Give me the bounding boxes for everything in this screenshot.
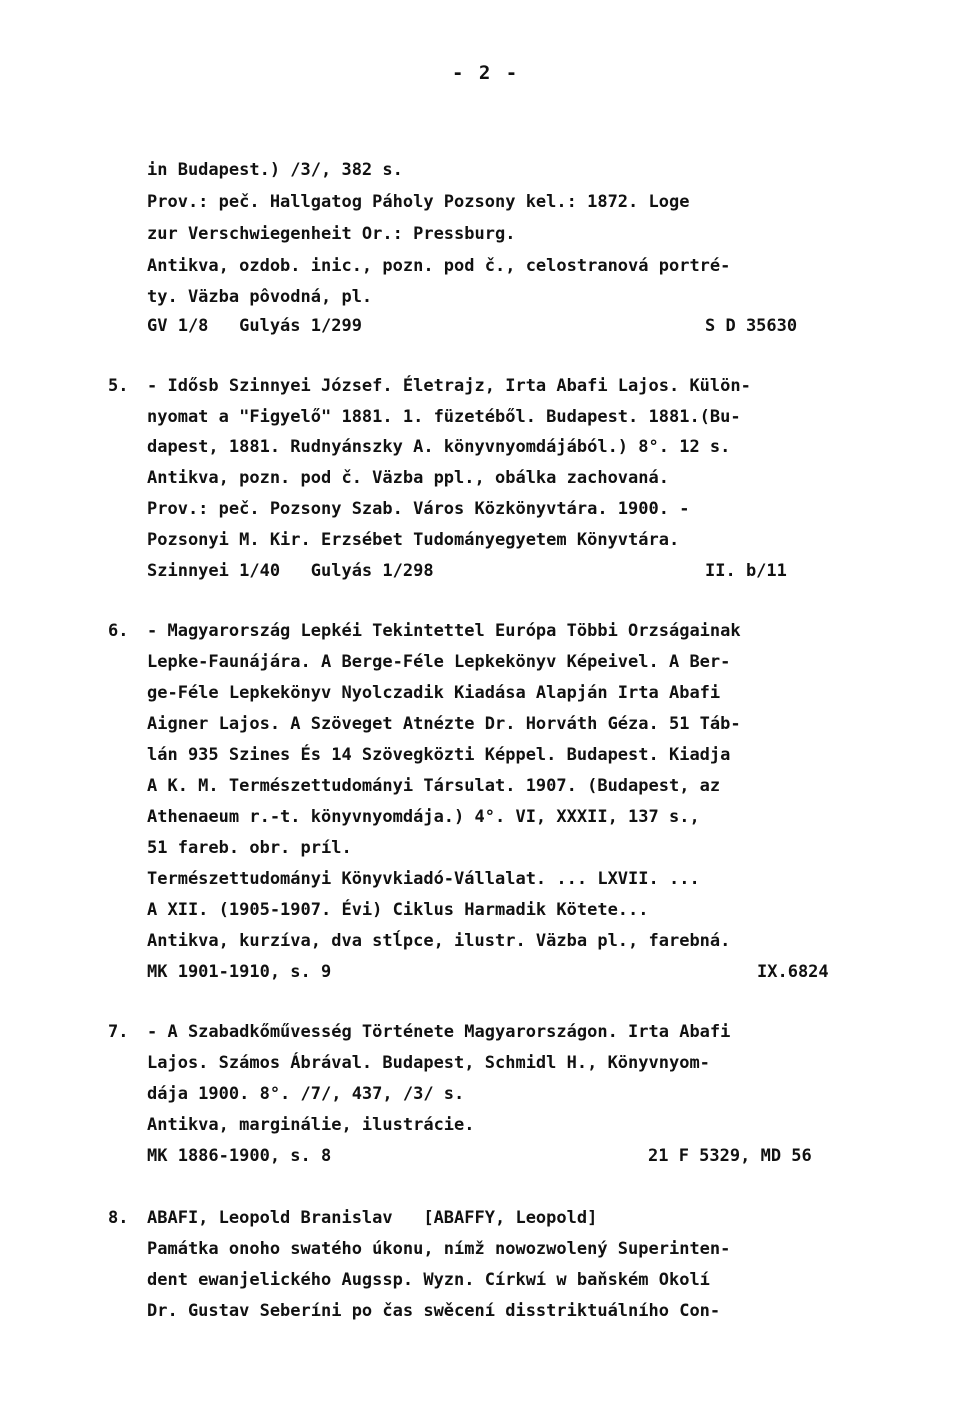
entry-line: Lepke-Faunájára. A Berge-Féle Lepkekönyv Képeivel. A Ber- [147, 652, 731, 672]
entry-number: 8. [108, 1208, 129, 1228]
reference-left: MK 1886-1900, s. 8 [147, 1146, 332, 1166]
entry-line: Pozsonyi M. Kir. Erzsébet Tudományegyetem Könyvtára. [147, 530, 680, 550]
entry-line: Antikva, pozn. pod č. Väzba ppl., obálka zachovaná. [147, 468, 669, 488]
entry-line: lán 935 Szines És 14 Szövegközti Képpel. Budapest. Kiadja [147, 745, 731, 765]
entry-line: Aigner Lajos. A Szöveget Atnézte Dr. Horváth Géza. 51 Táb- [147, 714, 741, 734]
entry-line: Dr. Gustav Seberíni po čas swěcení disstriktuálního Con- [147, 1301, 721, 1321]
entry-line: - Idősb Szinnyei József. Életrajz, Irta Abafi Lajos. Külön- [147, 376, 751, 396]
entry-line: ABAFI, Leopold Branislav [ABAFFY, Leopold] [147, 1208, 598, 1228]
continuation-line: in Budapest.) /3/, 382 s. [147, 160, 403, 180]
entry-line: Antikva, marginálie, ilustrácie. [147, 1115, 475, 1135]
entry-line: A XII. (1905-1907. Évi) Ciklus Harmadik Kötete... [147, 900, 649, 920]
entry-line: dapest, 1881. Rudnyánszky A. könyvnyomdájából.) 8°. 12 s. [147, 437, 731, 457]
reference-right: 21 F 5329, MD 56 [648, 1146, 812, 1166]
entry-line: - A Szabadkőművesség Története Magyarországon. Irta Abafi [147, 1022, 731, 1042]
entry-line: Lajos. Számos Ábrával. Budapest, Schmidl H., Könyvnyom- [147, 1053, 710, 1073]
reference-right: S D 35630 [705, 316, 798, 336]
entry-number: 7. [108, 1022, 129, 1042]
entry-line: nyomat a "Figyelő" 1881. 1. füzetéből. Budapest. 1881.(Bu- [147, 407, 741, 427]
entry-line: dája 1900. 8°. /7/, 437, /3/ s. [147, 1084, 465, 1104]
page-number: - 2 - [452, 62, 520, 84]
reference-right: II. b/11 [705, 561, 787, 581]
entry-line: ge-Féle Lepkekönyv Nyolczadik Kiadása Alapján Irta Abafi [147, 683, 721, 703]
entry-line: Památka onoho swatého úkonu, nímž nowozwolený Superinten- [147, 1239, 731, 1259]
entry-line: Antikva, kurzíva, dva stĺpce, ilustr. Väzba pl., farebná. [147, 931, 731, 951]
entry-line: A K. M. Természettudományi Társulat. 1907. (Budapest, az [147, 776, 721, 796]
entry-line: Athenaeum r.-t. könyvnyomdája.) 4°. VI, XXXII, 137 s., [147, 807, 700, 827]
continuation-line: zur Verschwiegenheit Or.: Pressburg. [147, 224, 516, 244]
continuation-line: ty. Väzba pôvodná, pl. [147, 287, 373, 307]
reference-left: GV 1/8 Gulyás 1/299 [147, 316, 362, 336]
entry-number: 5. [108, 376, 129, 396]
reference-right: IX.6824 [757, 962, 829, 982]
continuation-line: Prov.: peč. Hallgatog Páholy Pozsony kel.: 1872. Loge [147, 192, 690, 212]
entry-line: dent ewanjelického Augssp. Wyzn. Církwí w baňském Okolí [147, 1270, 710, 1290]
continuation-line: Antikva, ozdob. inic., pozn. pod č., celostranová portré- [147, 256, 731, 276]
reference-left: Szinnyei 1/40 Gulyás 1/298 [147, 561, 434, 581]
entry-line: 51 fareb. obr. príl. [147, 838, 352, 858]
entry-line: Prov.: peč. Pozsony Szab. Város Közkönyvtára. 1900. - [147, 499, 690, 519]
entry-line: - Magyarország Lepkéi Tekintettel Európa Többi Orzságainak [147, 621, 741, 641]
reference-left: MK 1901-1910, s. 9 [147, 962, 332, 982]
entry-number: 6. [108, 621, 129, 641]
entry-line: Természettudományi Könyvkiadó-Vállalat. ... LXVII. ... [147, 869, 700, 889]
